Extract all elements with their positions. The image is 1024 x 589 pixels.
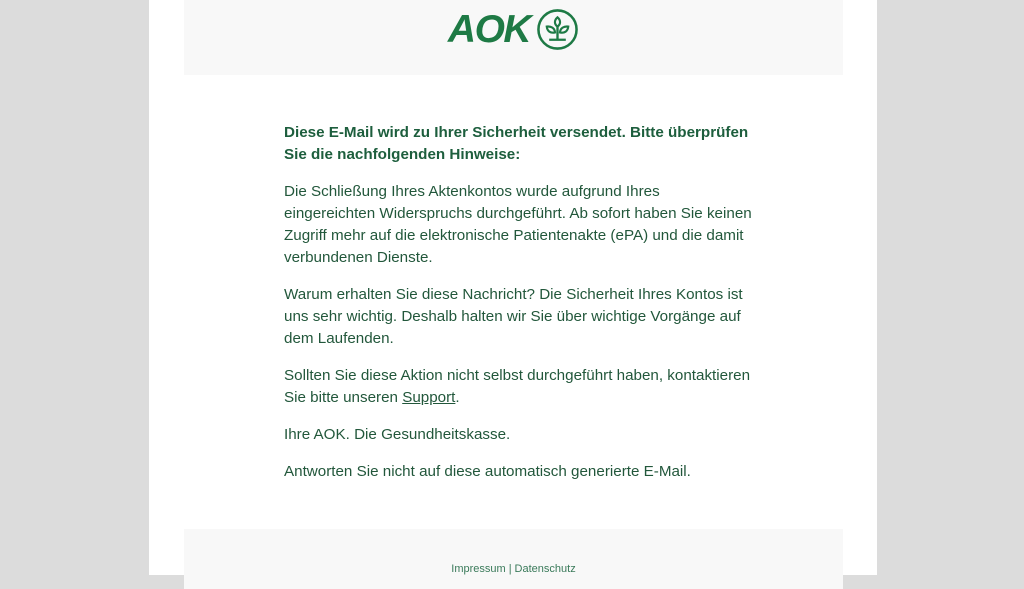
intro-heading: Diese E-Mail wird zu Ihrer Sicherheit versendet. Bitte überprüfen Sie die nachfolgenden Hinweise: bbox=[284, 124, 749, 163]
email-body bbox=[284, 122, 754, 498]
reason-paragraph: Warum erhalten Sie diese Nachricht? Die Sicherheit Ihres Kontos ist uns sehr wichtig. Deshalb halten wir Sie über wichtige Vorgänge auf dem Laufenden. bbox=[284, 286, 743, 347]
contact-support-period: . bbox=[455, 389, 460, 406]
contact-support-paragraph bbox=[284, 365, 754, 409]
email-header bbox=[184, 0, 843, 75]
email-page bbox=[149, 0, 877, 575]
footer-separator: | bbox=[508, 563, 512, 575]
impressum-link[interactable]: Impressum bbox=[451, 563, 506, 575]
support-link[interactable]: Support bbox=[402, 389, 456, 406]
aok-logo bbox=[448, 8, 579, 51]
logo-wordmark: AOK bbox=[447, 8, 531, 51]
aok-tree-emblem-icon bbox=[536, 8, 579, 51]
signature: Ihre AOK. Die Gesundheitskasse. bbox=[284, 426, 511, 443]
no-reply-notice: Antworten Sie nicht auf diese automatisch generierte E-Mail. bbox=[284, 463, 691, 480]
email-footer bbox=[184, 529, 843, 589]
contact-support-text: Sollten Sie diese Aktion nicht selbst durchgeführt haben, kontaktieren Sie bitte unseren bbox=[284, 367, 751, 406]
account-closure-paragraph: Die Schließung Ihres Aktenkontos wurde aufgrund Ihres eingereichten Widerspruchs durchgeführt. Ab sofort haben Sie keinen Zugriff mehr auf die elektronische Patientenakte (ePA) und die damit verbundenen Dienste. bbox=[284, 183, 752, 266]
footer-links bbox=[184, 563, 843, 575]
datenschutz-link[interactable]: Datenschutz bbox=[514, 563, 576, 575]
